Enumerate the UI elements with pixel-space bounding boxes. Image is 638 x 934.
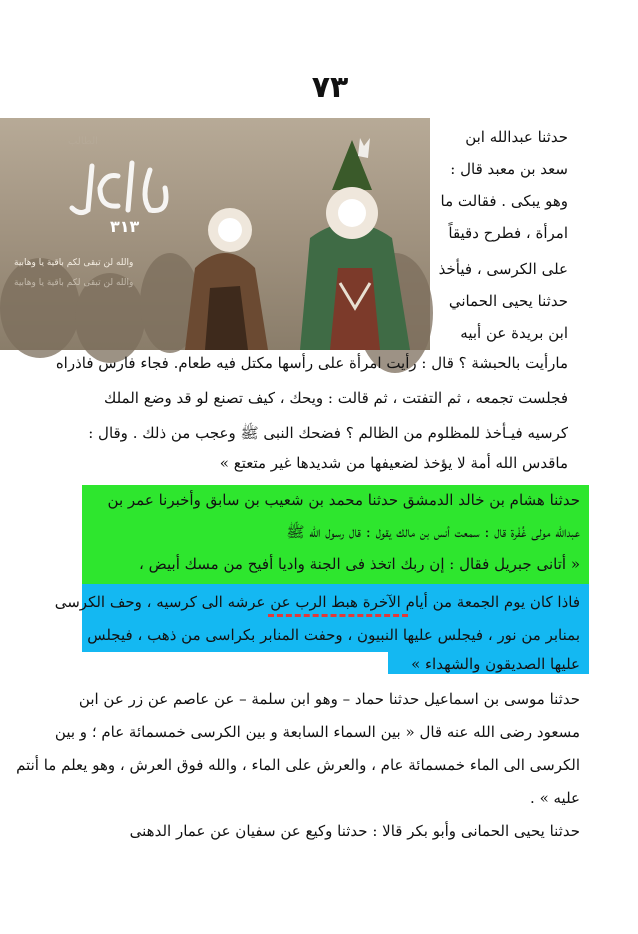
text-line: حدثنا يحيى الحمانى وأبو بكر قالا : حدثنا وكيع عن سفيان عن عمار الدهنى xyxy=(129,822,580,840)
overlay-photo xyxy=(0,118,430,350)
text-line: حدثنا موسى بن اسماعيل حدثنا حماد – وهو ابن سلمة – عن عاصم عن زر عن ابن xyxy=(78,690,580,708)
text-line: ماقدس الله أمة لا يؤخذ لضعيفها من شديدها غير متعتع » xyxy=(219,454,568,472)
text-line: « أتانى جبريل فقال : إن ربك اتخذ فى الجنة واديا أفيح من مسك أبيض ، xyxy=(139,555,580,573)
text-line: عليها الصديقون والشهداء » xyxy=(411,655,580,673)
text-line: فجلست تجمعه ، ثم التفتت ، ثم قالت : ويحك ، كيف تصنع لو قد وضع الملك xyxy=(103,389,568,407)
photo-caption: والله لن تبقى لكم باقية يا وهابية xyxy=(14,258,134,268)
logo-number: ٣١٣ xyxy=(110,217,140,236)
text-line: فاذا كان يوم الجمعة من أيام الآخرة هبط الرب عن عرشه الى كرسيه ، وحف الكرسى xyxy=(54,593,580,611)
text-line: حدثنا هشام بن خالد الدمشق حدثنا محمد بن شعيب بن سابق وأخبرنا عمر بن xyxy=(107,491,580,509)
text-line: ابن بريدة عن أبيه xyxy=(460,324,568,342)
photo-caption-shadow: والله لن تبقى لكم باقية يا وهابية xyxy=(14,278,134,288)
text-line: عليه » . xyxy=(530,789,580,807)
text-line: حدثنا يحيى الحماني xyxy=(448,292,568,310)
text-line: كرسيه فيـأخذ للمظلوم من الظالم ؟ فضحك النبى ﷺ وعجب من ذلك . وقال : xyxy=(88,424,568,442)
text-line: مسعود رضى الله عنه قال « بين السماء السابعة و بين الكرسى خمسمائة عام ؛ و بين xyxy=(54,723,580,741)
text-line: امرأة ، فطرح دقيقاً xyxy=(448,224,568,242)
dashed-underline xyxy=(268,614,408,617)
text-line: عبدالله مولى غُفْرة قال : سمعت أنس بن مالك يقول : قال رسول الله ﷺ xyxy=(286,523,580,541)
text-line: مارأيت بالحبشة ؟ قال : رأيت امرأة على رأسها مكتل فيه طعام. فجاء فارس فاذراه xyxy=(55,354,568,372)
text-line: الكرسى الى الماء خمسمائة عام ، والعرش على الماء ، والله فوق العرش ، وهو يعلم ما أنتم xyxy=(16,756,580,774)
text-line: وهو يبكى . فقالت ما xyxy=(440,192,568,210)
logo-title: الطالب xyxy=(68,136,98,147)
text-line: حدثنا عبدالله ابن xyxy=(465,128,568,146)
text-line: على الكرسى ، فيأخذ xyxy=(438,260,568,278)
text-line: سعد بن معبد قال : xyxy=(450,160,568,178)
text-line: بمنابر من نور ، فيجلس عليها النبيون ، وحفت المنابر بكراسى من ذهب ، فيجلس xyxy=(87,626,580,644)
page-number: ٧٣ xyxy=(311,70,349,105)
